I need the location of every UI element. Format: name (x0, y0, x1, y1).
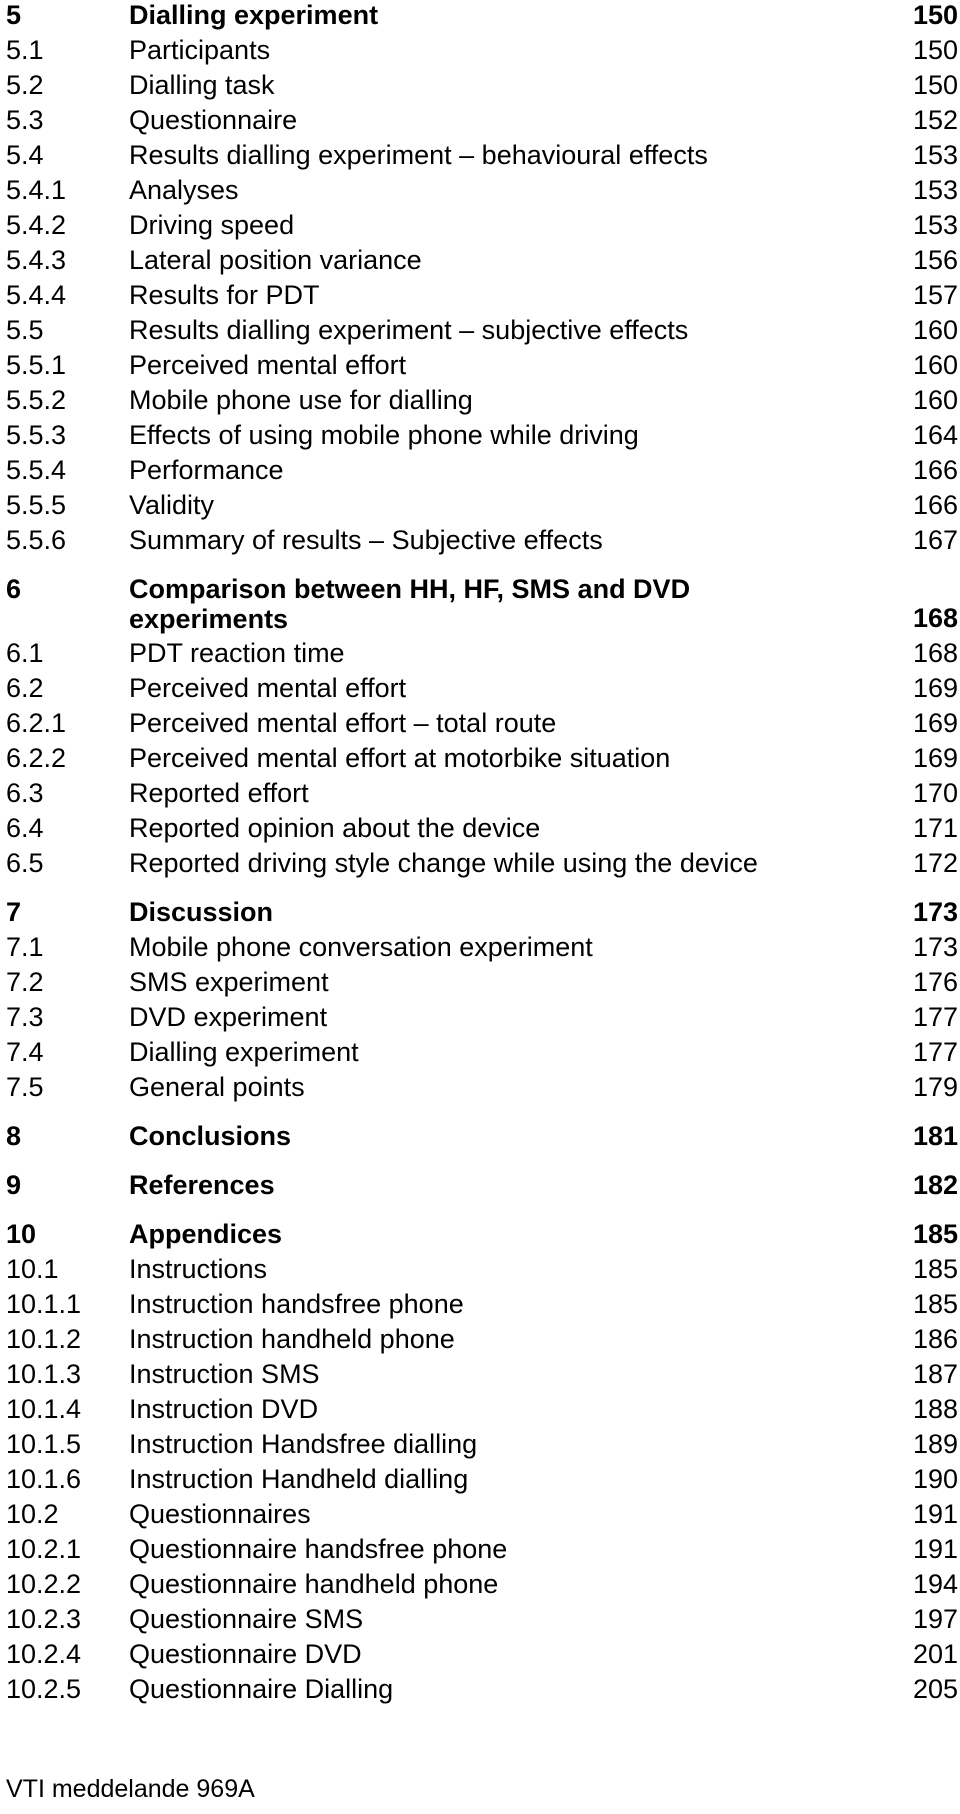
toc-entry (6, 420, 958, 455)
toc-entry-page: 166 (912, 490, 958, 520)
toc-entry-page: 172 (912, 848, 958, 878)
toc-entry-number: 8 (6, 1121, 22, 1151)
toc-entry-page: 150 (912, 0, 958, 30)
toc-entry-title: Reported effort (129, 778, 309, 808)
toc-entry-title: DVD experiment (129, 1002, 328, 1032)
toc-entry-number: 5.5.3 (6, 420, 67, 450)
toc-entry-number: 5.5.1 (6, 350, 67, 380)
toc-entry (6, 1604, 958, 1639)
toc-entry (6, 967, 958, 1002)
toc-entry (6, 1464, 958, 1499)
toc-entry-number: 5.4.3 (6, 245, 67, 275)
toc-entry-title: Questionnaire SMS (129, 1604, 364, 1634)
toc-entry-title: Questionnaire (129, 105, 298, 135)
toc-entry (6, 743, 958, 778)
toc-entry-page: 194 (912, 1569, 958, 1599)
toc-entry-title: Conclusions (129, 1121, 292, 1151)
toc-entry-page: 173 (912, 932, 958, 962)
toc-entry-number: 7.3 (6, 1002, 44, 1032)
toc-chapter-entry (6, 0, 958, 35)
toc-chapter-entry (6, 1121, 958, 1156)
toc-entry-number: 5.4.2 (6, 210, 67, 240)
toc-entry-title: Discussion (129, 897, 274, 927)
toc-entry-title: Results dialling experiment – behavioural effects (129, 140, 708, 170)
toc-entry-title: Instruction handsfree phone (129, 1289, 464, 1319)
toc-entry-title: Lateral position variance (129, 245, 422, 275)
toc-entry-page: 185 (912, 1289, 958, 1319)
toc-entry (6, 778, 958, 813)
toc-entry-title: Instruction handheld phone (129, 1324, 455, 1354)
toc-entry (6, 1534, 958, 1569)
toc-chapter-entry (6, 1219, 958, 1254)
toc-entry-number: 10.1.1 (6, 1289, 82, 1319)
toc-entry-number: 7.4 (6, 1037, 44, 1067)
toc-chapter-entry (6, 1170, 958, 1205)
toc-entry-number: 6 (6, 574, 22, 604)
toc-entry-title: Perceived mental effort (129, 350, 407, 380)
toc-entry-number: 6.2 (6, 673, 44, 703)
toc-entry-page: 169 (912, 743, 958, 773)
toc-entry (6, 1254, 958, 1289)
toc-entry-number: 9 (6, 1170, 22, 1200)
toc-entry-title: Appendices (129, 1219, 283, 1249)
toc-entry (6, 932, 958, 967)
toc-entry-title: Dialling experiment (129, 1037, 359, 1067)
toc-entry-page: 186 (912, 1324, 958, 1354)
toc-entry-title: Mobile phone use for dialling (129, 385, 473, 415)
toc-entry-title: Driving speed (129, 210, 295, 240)
toc-entry-title: Instruction Handheld dialling (129, 1464, 469, 1494)
toc-entry-page: 189 (912, 1429, 958, 1459)
toc-entry-page: 157 (912, 280, 958, 310)
toc-entry-title: Dialling task (129, 70, 275, 100)
toc-entry-page: 173 (912, 897, 958, 927)
toc-entry-number: 10.2.1 (6, 1534, 82, 1564)
toc-entry-number: 10.2.5 (6, 1674, 82, 1704)
toc-entry-page: 153 (912, 210, 958, 240)
toc-entry (6, 350, 958, 385)
toc-entry-title: Perceived mental effort (129, 673, 407, 703)
toc-entry-title: Analyses (129, 175, 239, 205)
toc-entry-title: Results for PDT (129, 280, 320, 310)
toc-entry (6, 140, 958, 175)
toc-entry-number: 5.3 (6, 105, 44, 135)
toc-entry-number: 7 (6, 897, 22, 927)
toc-entry-page: 182 (912, 1170, 958, 1200)
toc-entry-number: 5.2 (6, 70, 44, 100)
toc-entry-number: 5.5.4 (6, 455, 67, 485)
toc-entry-title: Comparison between HH, HF, SMS and DVD experiments (129, 574, 691, 634)
toc-entry-number: 6.1 (6, 638, 44, 668)
toc-entry-title: Validity (129, 490, 215, 520)
toc-entry-page: 160 (912, 385, 958, 415)
toc-entry-page: 169 (912, 708, 958, 738)
toc-entry-page: 150 (912, 35, 958, 65)
toc-entry (6, 1499, 958, 1534)
toc-entry (6, 708, 958, 743)
toc-entry-page: 168 (912, 638, 958, 668)
toc-entry-page: 164 (912, 420, 958, 450)
toc-entry-number: 10.1.2 (6, 1324, 82, 1354)
toc-entry-title: Questionnaire Dialling (129, 1674, 394, 1704)
toc-entry (6, 1002, 958, 1037)
toc-chapter-entry (6, 574, 958, 638)
toc-entry (6, 1429, 958, 1464)
toc-entry (6, 490, 958, 525)
toc-entry (6, 1359, 958, 1394)
toc-entry-number: 6.5 (6, 848, 44, 878)
toc-entry (6, 210, 958, 245)
toc-entry (6, 455, 958, 490)
toc-entry-page: 167 (912, 525, 958, 555)
toc-entry-number: 6.2.1 (6, 708, 67, 738)
toc-entry-title: Instructions (129, 1254, 268, 1284)
toc-entry-number: 10 (6, 1219, 37, 1249)
toc-entry-number: 7.1 (6, 932, 44, 962)
toc-entry-number: 5.5.2 (6, 385, 67, 415)
toc-entry-number: 5.5.5 (6, 490, 67, 520)
toc-entry-title: Participants (129, 35, 271, 65)
toc-entry-page: 177 (912, 1002, 958, 1032)
toc-entry-page: 166 (912, 455, 958, 485)
toc-entry-page: 153 (912, 140, 958, 170)
toc-entry (6, 1072, 958, 1107)
toc-entry-title: Performance (129, 455, 284, 485)
toc-entry-page: 201 (912, 1639, 958, 1669)
toc-entry (6, 1674, 958, 1709)
toc-entry (6, 1394, 958, 1429)
toc-chapter-entry (6, 897, 958, 932)
toc-entry-title: Instruction DVD (129, 1394, 319, 1424)
toc-entry (6, 1569, 958, 1604)
toc-entry (6, 280, 958, 315)
toc-entry (6, 245, 958, 280)
toc-entry-title: PDT reaction time (129, 638, 345, 668)
toc-entry-title: References (129, 1170, 275, 1200)
toc-entry-title: Perceived mental effort at motorbike situation (129, 743, 671, 773)
toc-entry-number: 5.1 (6, 35, 44, 65)
toc-entry-title: Questionnaire handsfree phone (129, 1534, 508, 1564)
toc-entry-page: 153 (912, 175, 958, 205)
toc-entry-number: 5.5.6 (6, 525, 67, 555)
toc-entry-number: 10.2 (6, 1499, 59, 1529)
toc-entry-page: 179 (912, 1072, 958, 1102)
toc-entry-page: 205 (912, 1674, 958, 1704)
toc-entry (6, 813, 958, 848)
toc-entry-number: 7.5 (6, 1072, 44, 1102)
toc-entry-page: 160 (912, 350, 958, 380)
toc-entry-title: Perceived mental effort – total route (129, 708, 557, 738)
toc-entry-number: 10.1.6 (6, 1464, 82, 1494)
toc-entry-page: 168 (912, 603, 958, 633)
toc-entry-number: 10.1 (6, 1254, 59, 1284)
toc-entry-number: 5 (6, 0, 22, 30)
toc-entry-title: Dialling experiment (129, 0, 379, 30)
toc-entry-page: 169 (912, 673, 958, 703)
table-of-contents (6, 0, 958, 1709)
toc-entry-page: 185 (912, 1254, 958, 1284)
toc-entry (6, 848, 958, 883)
toc-entry (6, 673, 958, 708)
toc-entry-title: Questionnaires (129, 1499, 311, 1529)
toc-entry (6, 385, 958, 420)
toc-entry-number: 5.4.1 (6, 175, 67, 205)
toc-entry-page: 191 (912, 1534, 958, 1564)
toc-entry-number: 5.4 (6, 140, 44, 170)
toc-entry-number: 10.1.5 (6, 1429, 82, 1459)
toc-entry (6, 525, 958, 560)
toc-entry-title: Reported driving style change while using the device (129, 848, 758, 878)
toc-entry-title: Instruction Handsfree dialling (129, 1429, 478, 1459)
toc-entry-page: 181 (912, 1121, 958, 1151)
toc-entry-number: 10.1.4 (6, 1394, 82, 1424)
page-footer: VTI meddelande 969A (6, 1775, 255, 1803)
toc-entry-title: Questionnaire DVD (129, 1639, 362, 1669)
toc-entry-page: 177 (912, 1037, 958, 1067)
toc-entry (6, 175, 958, 210)
toc-entry (6, 105, 958, 140)
toc-entry-page: 160 (912, 315, 958, 345)
toc-entry-number: 10.2.3 (6, 1604, 82, 1634)
toc-entry (6, 1324, 958, 1359)
toc-entry-number: 5.4.4 (6, 280, 67, 310)
toc-entry-title: Reported opinion about the device (129, 813, 541, 843)
toc-entry-number: 10.1.3 (6, 1359, 82, 1389)
toc-entry-page: 197 (912, 1604, 958, 1634)
toc-entry-number: 5.5 (6, 315, 44, 345)
toc-entry-number: 6.3 (6, 778, 44, 808)
toc-entry (6, 315, 958, 350)
toc-entry (6, 638, 958, 673)
toc-entry-page: 150 (912, 70, 958, 100)
toc-entry-page: 188 (912, 1394, 958, 1424)
toc-entry (6, 1639, 958, 1674)
toc-entry-number: 10.2.2 (6, 1569, 82, 1599)
toc-entry-title: General points (129, 1072, 305, 1102)
toc-entry-page: 190 (912, 1464, 958, 1494)
toc-entry-title: Summary of results – Subjective effects (129, 525, 603, 555)
toc-entry-title: Instruction SMS (129, 1359, 320, 1389)
toc-entry-page: 170 (912, 778, 958, 808)
toc-entry-page: 156 (912, 245, 958, 275)
toc-entry-page: 187 (912, 1359, 958, 1389)
toc-entry-page: 171 (912, 813, 958, 843)
toc-entry-page: 176 (912, 967, 958, 997)
toc-entry-number: 6.4 (6, 813, 44, 843)
toc-entry (6, 1289, 958, 1324)
toc-entry-page: 185 (912, 1219, 958, 1249)
toc-entry-title: Results dialling experiment – subjective effects (129, 315, 689, 345)
toc-entry-title: Effects of using mobile phone while driving (129, 420, 639, 450)
toc-entry-page: 152 (912, 105, 958, 135)
toc-entry-number: 10.2.4 (6, 1639, 82, 1669)
toc-entry-title: Questionnaire handheld phone (129, 1569, 499, 1599)
toc-entry-title: SMS experiment (129, 967, 329, 997)
toc-entry (6, 35, 958, 70)
toc-entry (6, 1037, 958, 1072)
toc-entry-title: Mobile phone conversation experiment (129, 932, 593, 962)
toc-entry-page: 191 (912, 1499, 958, 1529)
toc-entry-number: 7.2 (6, 967, 44, 997)
toc-entry (6, 70, 958, 105)
toc-entry-number: 6.2.2 (6, 743, 67, 773)
